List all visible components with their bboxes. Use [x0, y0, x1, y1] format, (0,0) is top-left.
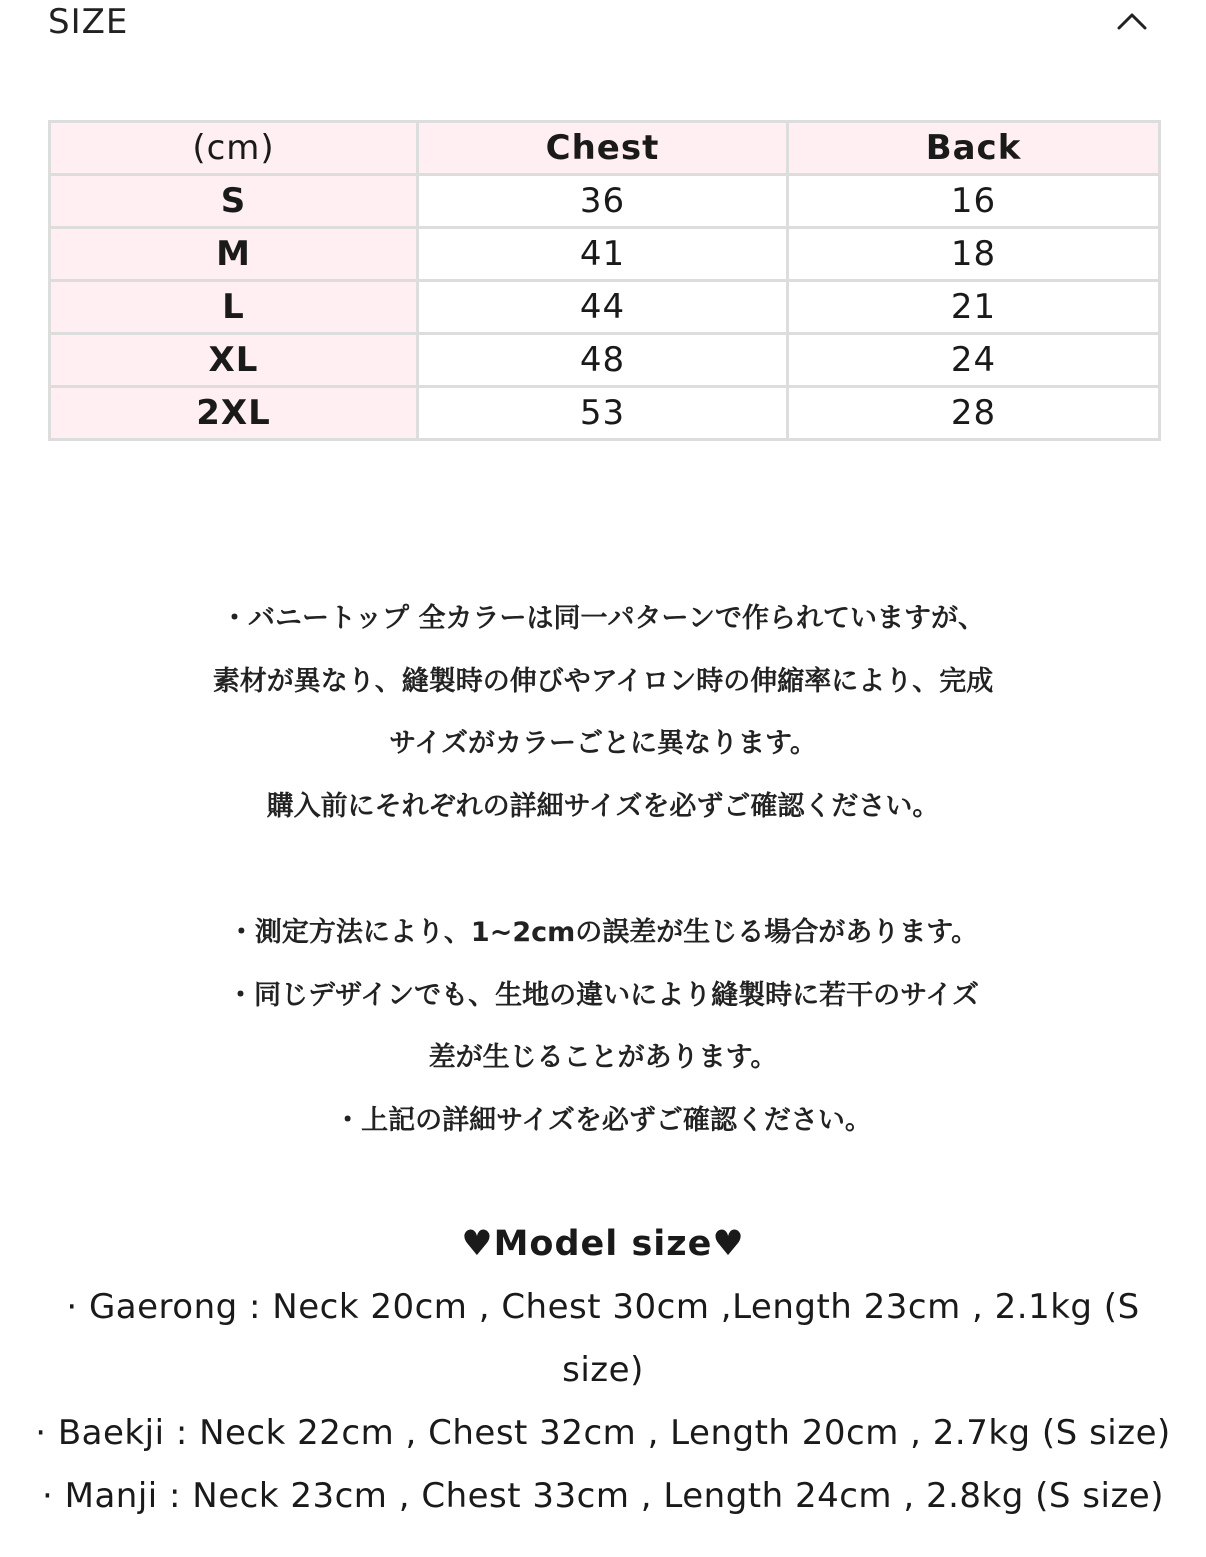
- size-label: S: [50, 175, 418, 228]
- back-value: 24: [788, 334, 1160, 387]
- back-value: 21: [788, 281, 1160, 334]
- size-notes: [0, 588, 1206, 1152]
- note-line: 購入前にそれぞれの詳細サイズを必ずご確認ください。: [266, 790, 940, 822]
- back-value: 18: [788, 228, 1160, 281]
- chest-header: Chest: [418, 122, 788, 175]
- note-line: 素材が異なり、縫製時の伸びやアイロン時の伸縮率により、完成: [212, 665, 994, 697]
- chest-value: 36: [418, 175, 788, 228]
- note-line: ・測定方法により、1~2cmの誤差が生じる場合があります。: [227, 917, 979, 948]
- size-label: M: [50, 228, 418, 281]
- back-header: Back: [788, 122, 1160, 175]
- size-section-header[interactable]: [0, 0, 1206, 50]
- chest-value: 53: [418, 387, 788, 440]
- back-value: 28: [788, 387, 1160, 440]
- table-row: [50, 175, 1160, 228]
- size-label: XL: [50, 334, 418, 387]
- chest-value: 48: [418, 334, 788, 387]
- note-spacer: [0, 838, 1206, 902]
- size-label: 2XL: [50, 387, 418, 440]
- note-line: 差が生じることがあります。: [428, 1042, 778, 1073]
- chevron-up-icon[interactable]: [1115, 8, 1149, 32]
- back-value: 16: [788, 175, 1160, 228]
- table-row: [50, 387, 1160, 440]
- size-table: [48, 120, 1161, 441]
- note-line: ・バニートップ 全カラーは同一パターンで作られていますが、: [220, 603, 986, 634]
- table-row: [50, 228, 1160, 281]
- model-line: · Baekji : Neck 22cm , Chest 32cm , Length 20cm , 2.7kg (S size): [35, 1413, 1171, 1453]
- table-row: [50, 334, 1160, 387]
- model-line: size): [562, 1350, 644, 1390]
- model-size-section: [0, 1212, 1206, 1528]
- table-row: [50, 281, 1160, 334]
- table-header-row: [50, 122, 1160, 175]
- model-line: · Manji : Neck 23cm , Chest 33cm , Length 24cm , 2.8kg (S size): [42, 1476, 1164, 1516]
- section-title: SIZE: [48, 2, 129, 42]
- note-line: ・同じデザインでも、生地の違いにより縫製時に若干のサイズ: [227, 979, 979, 1011]
- size-label: L: [50, 281, 418, 334]
- chest-value: 41: [418, 228, 788, 281]
- note-line: ・上記の詳細サイズを必ずご確認ください。: [334, 1104, 872, 1136]
- model-size-title: ♥Model size♥: [461, 1224, 745, 1264]
- note-line: サイズがカラーごとに異なります。: [389, 728, 817, 759]
- unit-header: (cm): [50, 122, 418, 175]
- chest-value: 44: [418, 281, 788, 334]
- model-line: · Gaerong : Neck 20cm , Chest 30cm ,Length 23cm , 2.1kg (S: [66, 1287, 1140, 1327]
